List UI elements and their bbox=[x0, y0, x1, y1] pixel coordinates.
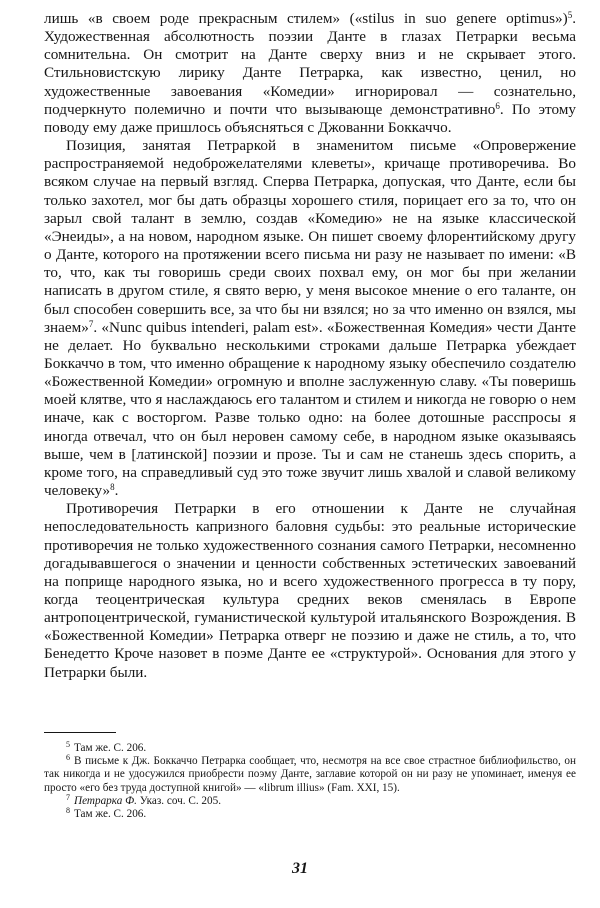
italic-text: Петрарка Ф. bbox=[74, 794, 137, 807]
footnote-ref-7: 7 bbox=[88, 318, 94, 329]
footnote-number: 5 bbox=[66, 740, 70, 749]
text-run: . «Nunc quibus intenderi, palam est». «Божественная Комедия» чести Данте не делает. Но буквально несколькими строками дальше Петрарка убеждает Боккаччо в том, что именно обращение к народному языку обеспечило создателю «Божественной Комедии» огромную и вполне заслуженную славу. «Ты поверишь моей клятве, что я наслаждаюсь его талантом и стилем и никогда не говорю о нем иначе, как с восторгом. Разве только одно: на более дотошные расспросы я иногда отвечал, что он был неровен самому себе, в народном языке оказываясь выше, чем в [латинской] поэзии и прозе. Ты и сам не станешь здесь спорить, а кроме того, на справедливый суд это тоже звучит лишь хвалой и славой великому человеку» bbox=[44, 318, 576, 500]
paragraph bbox=[44, 10, 576, 137]
text-run: . По этому поводу ему даже пришлось объясняться с Джованни Боккаччо. bbox=[44, 100, 576, 136]
text-run: Противоречия Петрарки в его отношении к Данте не случайная непоследовательность капризного баловня судьбы: это реальные исторические противоречия не только художественного сознания самого Петрарки, несомненно догадывавшегося о значении и ценности собственных эстетических завоеваний на поприще народного языка, но и всего художественного прогресса в ту пору, когда теоцентрическая культура средних веков сменялась в Европе антропоцентрической, гуманистической культурой итальянского Возрождения. В «Божественной Комедии» Петрарка отверг не поэзию и даже не стиль, а то, что Бенедетто Кроче назовет в поэме Данте ее «структурой». Основания для этого у Петрарки были. bbox=[44, 500, 576, 681]
text-run: лишь «в своем роде прекрасным стилем» («stilus in suo genere optimus») bbox=[44, 10, 568, 27]
footnote-number: 7 bbox=[66, 792, 70, 802]
main-text bbox=[44, 10, 576, 682]
footnote-number: 8 bbox=[66, 806, 70, 816]
footnote-separator bbox=[44, 732, 116, 733]
text-run: Там же. С. 206. bbox=[74, 742, 147, 754]
text-run: Там же. С. 206. bbox=[74, 808, 147, 821]
text-run: . Художественная абсолютность поэзии Данте в глазах Петрарки весьма сомнительна. Он смотрит на Данте сверху вниз и не скрывает этого. Стильновистскую лирику Данте Петрарка, как известно, ценил, но художественные завоевания «Комедии» игнорировал — сознательно, подчеркнуто полемично и почти что вызывающе демонстративно bbox=[44, 10, 576, 118]
footnote bbox=[44, 742, 576, 755]
page-number: 31 bbox=[292, 860, 308, 877]
footnote-ref-5: 5 bbox=[567, 10, 573, 20]
text-run: Указ. соч. С. 205. bbox=[136, 794, 222, 807]
footnotes bbox=[44, 742, 576, 821]
footnote-ref-6: 6 bbox=[495, 100, 500, 111]
paragraph bbox=[44, 137, 576, 500]
footnote bbox=[44, 792, 576, 808]
footnote bbox=[44, 808, 576, 821]
footnote-ref-8: 8 bbox=[110, 482, 115, 493]
text-run: В письме к Дж. Боккаччо Петрарка сообщает, что, несмотря на все свое страстное библиофильство, он так никогда и не удосужился приобрести поэму Данте, заглавие которой он ни разу не упоминает, именуя ее просто «его без труда доступной книгой» — «librum illius» (Fam. XXI, 15). bbox=[44, 755, 576, 794]
text-run: . bbox=[114, 482, 119, 500]
footnote-number: 6 bbox=[66, 753, 70, 763]
text-run: Позиция, занятая Петраркой в знаменитом письме «Опровержение распространяемой недоброжелателями клеветы», кричаще противоречива. Во всяком случае на первый взгляд. Сперва Петрарка, допуская, что Данте, если бы только захотел, мог бы дать образцы хорошего стиля, порицает его за то, что он зарыл свой талант в землю, создав «Комедию» не на языке классической «Энеиды», а на новом, народном языке. Он пишет своему флорентийскому другу о Данте, которого на протяжении всего письма ни разу не называет по имени: «В то, что, как ты говоришь среди своих похвал ему, он мог бы при желании написать в другом стиле, я свято верю, у меня высокое мнение о его таланте, он был способен совершить все, за что бы ни взялся; но за что именно он взялся, мы знаем» bbox=[44, 137, 576, 336]
paragraph bbox=[44, 500, 576, 682]
footnote bbox=[44, 755, 576, 795]
